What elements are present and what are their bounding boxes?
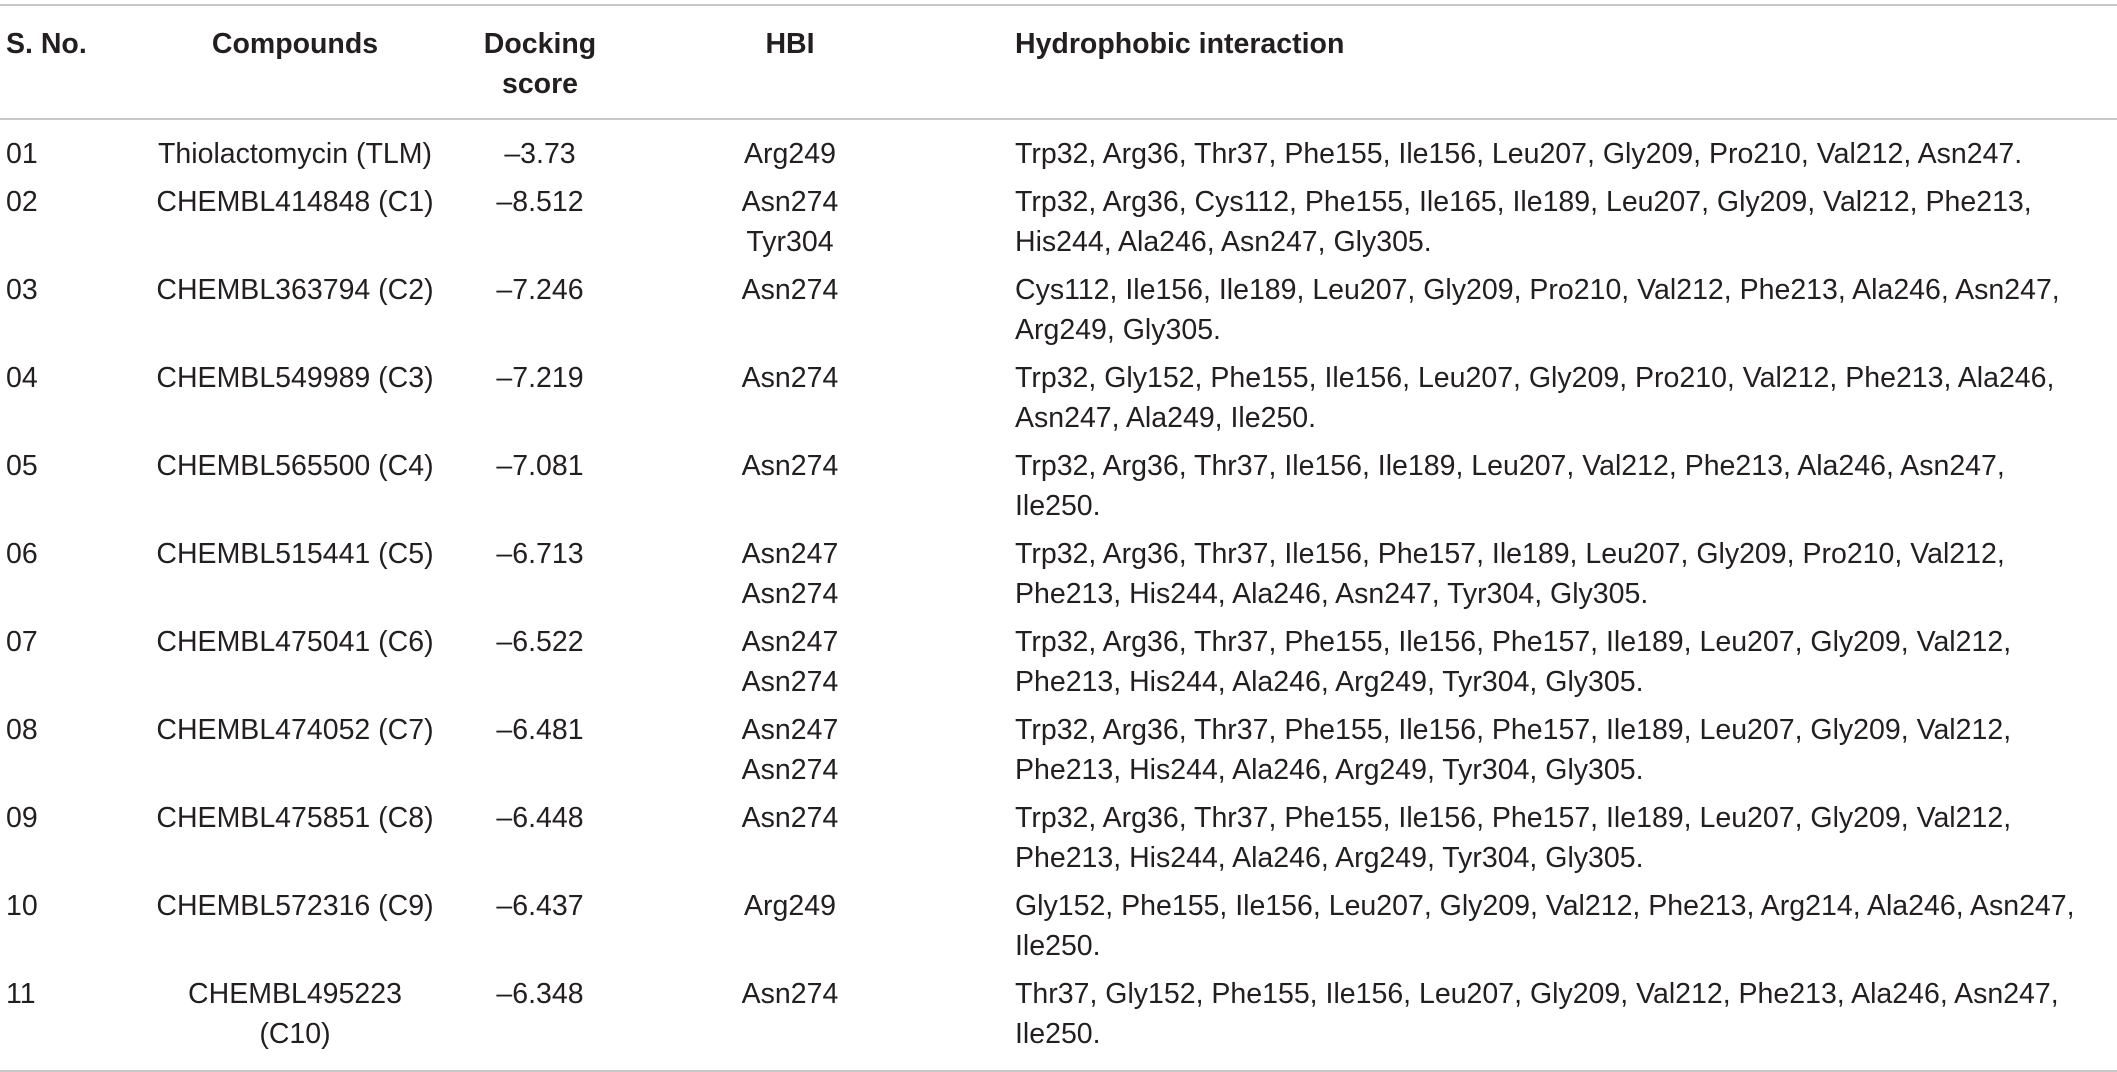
cell-sno: 10 [6, 890, 38, 922]
hbi-residue: Asn274 [741, 186, 839, 218]
cell-compound: CHEMBL414848 (C1) [156, 186, 434, 218]
cell-hydrophobic: Thr37, Gly152, Phe155, Ile156, Leu207, Gly209, Val212, Phe213, Ala246, Asn247, Ile250. [1015, 978, 2059, 1050]
cell-compound: CHEMBL495223 (C10) [188, 978, 402, 1050]
cell-compound: CHEMBL474052 (C7) [156, 714, 434, 746]
table-body [0, 119, 2117, 1071]
hbi-residue: Arg249 [744, 138, 836, 170]
hbi-residue: Asn274 [741, 450, 839, 482]
cell-docking-score: –6.448 [496, 802, 584, 834]
hbi-residue: Asn274 [741, 362, 839, 394]
hbi-residue: Asn274 [741, 754, 839, 786]
cell-docking-score: –7.246 [496, 274, 584, 306]
cell-sno: 08 [6, 714, 38, 746]
cell-hbi [640, 706, 940, 794]
cell-docking-score: –8.512 [496, 186, 584, 218]
table-row [0, 354, 2117, 442]
cell-compound: CHEMBL515441 (C5) [156, 538, 434, 570]
cell-hbi [640, 266, 940, 354]
cell-compound: CHEMBL572316 (C9) [156, 890, 434, 922]
table-row [0, 178, 2117, 266]
cell-sno: 11 [6, 978, 36, 1010]
table-row [0, 882, 2117, 970]
cell-hydrophobic: Trp32, Arg36, Thr37, Phe155, Ile156, Phe157, Ile189, Leu207, Gly209, Val212, Phe213, His244, Ala246, Arg249, Tyr304, Gly305. [1015, 802, 2012, 874]
cell-compound: CHEMBL475851 (C8) [156, 802, 434, 834]
table-row [0, 706, 2117, 794]
cell-hbi [640, 354, 940, 442]
cell-hbi [640, 178, 940, 266]
hbi-residue: Arg249 [744, 890, 836, 922]
cell-hydrophobic: Trp32, Arg36, Thr37, Ile156, Ile189, Leu207, Val212, Phe213, Ala246, Asn247, Ile250. [1015, 450, 2005, 522]
cell-docking-score: –3.73 [504, 138, 576, 170]
hbi-residue: Asn247 [741, 714, 839, 746]
hbi-residue: Asn274 [741, 666, 839, 698]
hbi-residue: Asn247 [741, 538, 839, 570]
cell-hydrophobic: Trp32, Arg36, Thr37, Ile156, Phe157, Ile189, Leu207, Gly209, Pro210, Val212, Phe213, His244, Ala246, Asn247, Tyr304, Gly305. [1015, 538, 2005, 610]
cell-docking-score: –6.522 [496, 626, 584, 658]
cell-sno: 09 [6, 802, 38, 834]
table-row [0, 794, 2117, 882]
table-header [0, 5, 2117, 119]
hbi-residue: Asn247 [741, 626, 839, 658]
table-row [0, 119, 2117, 178]
cell-hbi [640, 442, 940, 530]
cell-compound: CHEMBL549989 (C3) [156, 362, 434, 394]
cell-docking-score: –7.081 [496, 450, 584, 482]
cell-hydrophobic: Trp32, Arg36, Cys112, Phe155, Ile165, Ile189, Leu207, Gly209, Val212, Phe213, His244, Ala246, Asn247, Gly305. [1015, 186, 2032, 258]
header-docking-line1: Docking [483, 28, 597, 60]
cell-compound: CHEMBL475041 (C6) [156, 626, 434, 658]
hbi-residue: Tyr304 [746, 226, 834, 258]
table-row [0, 530, 2117, 618]
cell-compound: CHEMBL363794 (C2) [156, 274, 434, 306]
table-row [0, 442, 2117, 530]
cell-sno: 01 [6, 138, 38, 170]
cell-hbi [640, 618, 940, 706]
header-docking-score [440, 5, 640, 119]
hbi-residue: Asn274 [741, 274, 839, 306]
cell-sno: 02 [6, 186, 38, 218]
cell-hydrophobic: Trp32, Gly152, Phe155, Ile156, Leu207, Gly209, Pro210, Val212, Phe213, Ala246, Asn247, Ala249, Ile250. [1015, 362, 2055, 434]
hbi-residue: Asn274 [741, 978, 839, 1010]
cell-hydrophobic: Gly152, Phe155, Ile156, Leu207, Gly209, Val212, Phe213, Arg214, Ala246, Asn247, Ile250. [1015, 890, 2075, 962]
cell-hydrophobic: Trp32, Arg36, Thr37, Phe155, Ile156, Phe157, Ile189, Leu207, Gly209, Val212, Phe213, His244, Ala246, Arg249, Tyr304, Gly305. [1015, 626, 2012, 698]
cell-hbi [640, 530, 940, 618]
cell-hydrophobic: Cys112, Ile156, Ile189, Leu207, Gly209, Pro210, Val212, Phe213, Ala246, Asn247, Arg249, Gly305. [1015, 274, 2060, 346]
hbi-residue: Asn274 [741, 578, 839, 610]
cell-sno: 03 [6, 274, 38, 306]
table-row [0, 266, 2117, 354]
cell-docking-score: –6.713 [496, 538, 584, 570]
header-hbi: HBI [765, 28, 815, 60]
cell-hydrophobic: Trp32, Arg36, Thr37, Phe155, Ile156, Leu207, Gly209, Pro210, Val212, Asn247. [1015, 138, 2023, 170]
header-hydrophobic-interaction: Hydrophobic interaction [1015, 28, 1345, 60]
header-sno: S. No. [6, 28, 87, 60]
cell-hydrophobic: Trp32, Arg36, Thr37, Phe155, Ile156, Phe157, Ile189, Leu207, Gly209, Val212, Phe213, His244, Ala246, Arg249, Tyr304, Gly305. [1015, 714, 2012, 786]
header-compounds: Compounds [211, 28, 379, 60]
cell-compound: Thiolactomycin (TLM) [158, 138, 432, 170]
cell-sno: 04 [6, 362, 38, 394]
cell-sno: 05 [6, 450, 38, 482]
cell-docking-score: –6.437 [496, 890, 584, 922]
cell-docking-score: –7.219 [496, 362, 584, 394]
cell-sno: 06 [6, 538, 38, 570]
table-row [0, 618, 2117, 706]
cell-hbi [640, 882, 940, 970]
cell-hbi [640, 119, 940, 178]
docking-results-table [0, 4, 2117, 1072]
cell-docking-score: –6.481 [496, 714, 584, 746]
cell-compound: CHEMBL565500 (C4) [156, 450, 434, 482]
header-docking-line2: score [501, 68, 579, 100]
hbi-residue: Asn274 [741, 802, 839, 834]
cell-sno: 07 [6, 626, 38, 658]
cell-docking-score: –6.348 [496, 978, 584, 1010]
header-row [0, 5, 2117, 119]
cell-hbi [640, 794, 940, 882]
